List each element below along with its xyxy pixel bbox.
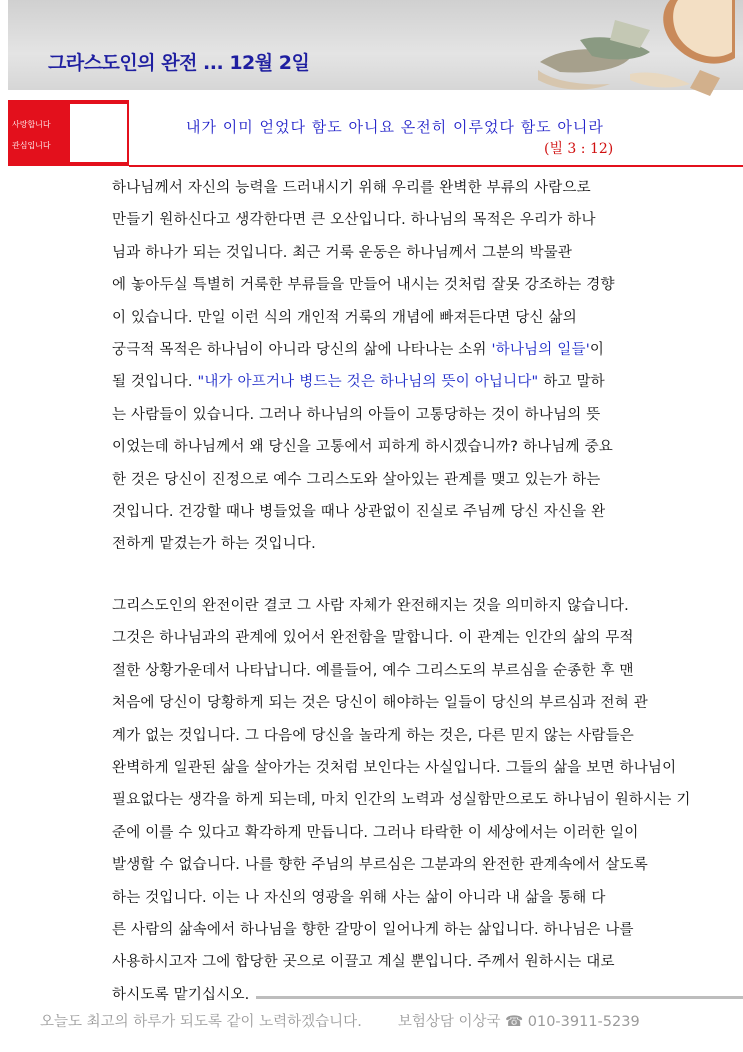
paragraph-1 xyxy=(112,172,644,561)
text-line: 사용하시고자 그에 합당한 곳으로 이끌고 계실 뿐입니다. 주께서 원하시는 대로 xyxy=(112,954,615,971)
text-line: 완벽하게 일관된 삶을 살아가는 것처럼 보인다는 사실입니다. 그들의 삶을 보면 하나님이 xyxy=(112,759,677,776)
text-line: 는 사람들이 있습니다. 그러나 하나님의 아들이 고통당하는 것이 하나님의 뜻 xyxy=(112,406,601,423)
text-line: 처음에 당신이 당황하게 되는 것은 당신이 해야하는 일들이 당신의 부르심과 전혀 관 xyxy=(112,695,648,712)
text-line: 것입니다. 건강할 때나 병들었을 때나 상관없이 진실로 주님께 당신 자신을 완 xyxy=(112,503,606,520)
divider-line xyxy=(129,165,743,167)
text-line: 하는 것입니다. 이는 나 자신의 영광을 위해 사는 삶이 아니라 내 삶을 통해 다 xyxy=(112,889,606,906)
footer xyxy=(40,1010,640,1031)
text-line: 른 사람의 삶속에서 하나님을 향한 갈망이 일어나게 하는 삶입니다. 하나님은 나를 xyxy=(112,921,634,938)
footer-contact: 보험상담 이상국 ☎ 010-3911-5239 xyxy=(397,1014,640,1030)
side-label-line1: 사랑합니다 xyxy=(12,120,51,129)
text-line: 에 놓아두실 특별히 거룩한 부류들을 만들어 내시는 것처럼 잘못 강조하는 경향 xyxy=(112,277,615,294)
text-line: 절한 상황가운데서 나타납니다. 예를들어, 예수 그리스도의 부르심을 순종한 후 맨 xyxy=(112,662,634,679)
verse-reference: (빌 3 : 12) xyxy=(544,141,614,157)
text-line: 준에 이를 수 있다고 확각하게 만듭니다. 그러나 타락한 이 세상에서는 이러한 일이 xyxy=(112,824,639,841)
text-line: 계가 없는 것입니다. 그 다음에 당신을 놀라게 하는 것은, 다른 믿지 않는 사람들은 xyxy=(112,727,634,744)
highlighted-phrase: '하나님의 일들' xyxy=(491,341,590,358)
text-line: 하나님께서 자신의 능력을 드러내시기 위해 우리를 완벽한 부류의 사람으로 xyxy=(112,180,591,196)
paragraph-2 xyxy=(112,590,691,1011)
text-line: 필요없다는 생각을 하게 되는데, 마치 인간의 노력과 성실함만으로도 하나님이 원하시는 기 xyxy=(112,792,691,809)
text-line: 전하게 맡겼는가 하는 것입니다. xyxy=(112,536,316,553)
text-line: 그리스도인의 완전이란 결코 그 사람 자체가 완전해지는 것을 의미하지 않습니다. xyxy=(112,598,629,614)
page-title: 그라스도인의 완전 ... 12월 2일 xyxy=(48,52,310,74)
footer-slogan: 오늘도 최고의 하루가 되도록 같이 노력하겠습니다. xyxy=(40,1014,362,1030)
text-line: 하시도록 맡기십시오. xyxy=(112,986,250,1003)
footer-divider xyxy=(256,996,743,999)
text-line: 한 것은 당신이 진정으로 예수 그리스도와 살아있는 관계를 맺고 있는가 하는 xyxy=(112,471,601,488)
text-line: 님과 하나가 되는 것입니다. 최근 거룩 운동은 하나님께서 그분의 박물관 xyxy=(112,244,573,261)
broken-eggshell-illustration xyxy=(520,0,735,100)
side-label-line2: 관심입니다 xyxy=(12,141,51,150)
text-line: 이었는데 하나님께서 왜 당신을 고통에서 피하게 하시겠습니까? 하나님께 중요 xyxy=(112,439,613,456)
text-line: 그것은 하나님과의 관계에 있어서 완전함을 말합니다. 이 관계는 인간의 삶의 무적 xyxy=(112,630,634,647)
highlighted-quote: "내가 아프거나 병드는 것은 하나님의 뜻이 아닙니다" xyxy=(197,374,539,391)
side-label-blank xyxy=(70,104,127,162)
text-line: 만들기 원하신다고 생각한다면 큰 오산입니다. 하나님의 목적은 우리가 하나 xyxy=(112,212,596,229)
bible-verse: 내가 이미 얻었다 함도 아니요 온전히 이루었다 함도 아니라 xyxy=(186,118,604,136)
text-line: 발생할 수 없습니다. 나를 향한 주님의 부르심은 그분과의 완전한 관계속에서 살도록 xyxy=(112,857,648,874)
text-line: 될 것입니다. "내가 아프거나 병드는 것은 하나님의 뜻이 아닙니다" 하고 말하 xyxy=(112,374,605,391)
text-line: 궁극적 목적은 하나님이 아니라 당신의 삶에 나타나는 소위 '하나님의 일들'이 xyxy=(112,341,605,358)
text-line: 이 있습니다. 만일 이런 식의 개인적 거룩의 개념에 빠져든다면 당신 삶의 xyxy=(112,309,577,326)
